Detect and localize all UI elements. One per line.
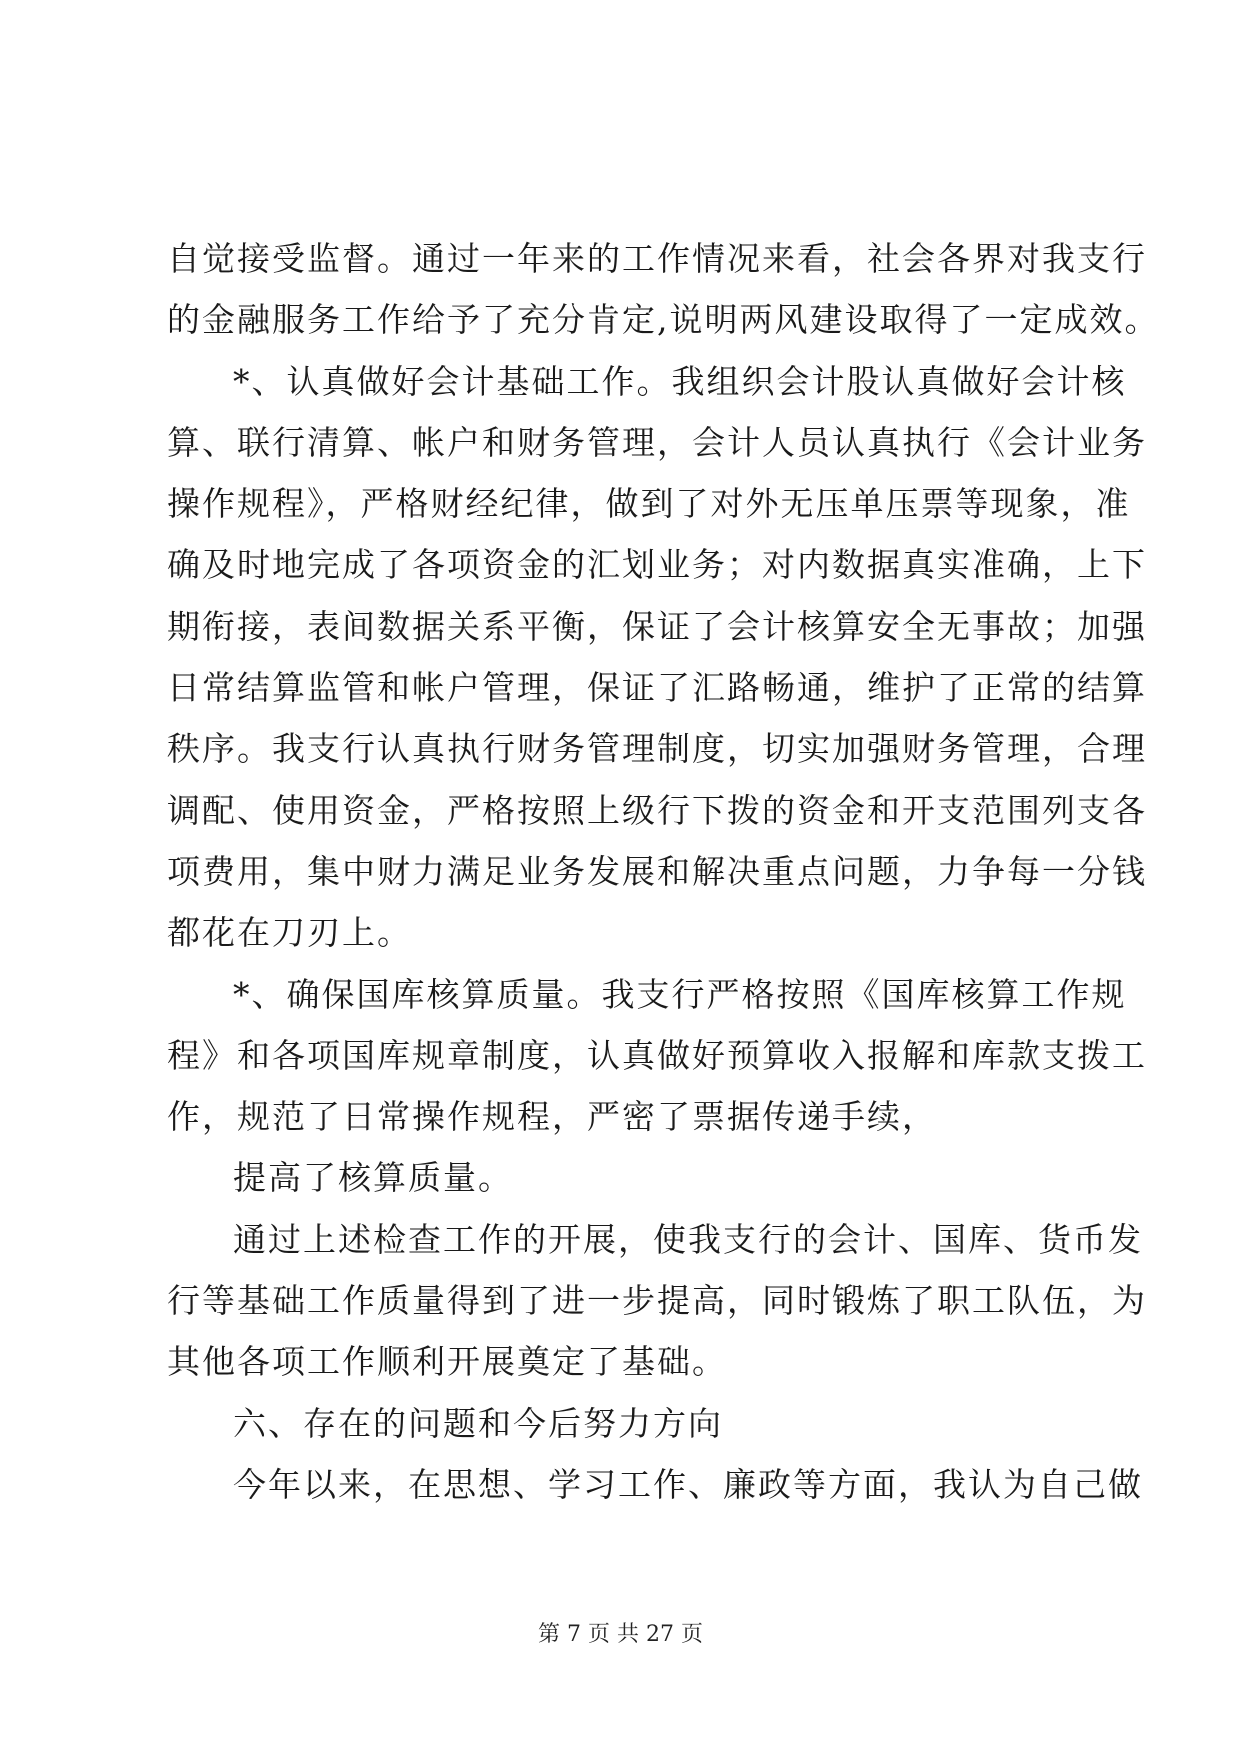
text-line: 都花在刀刃上。 (167, 913, 412, 953)
text-line: 调配、使用资金，严格按照上级行下拨的资金和开支范围列支各 (167, 790, 1147, 830)
text-line: 今年以来，在思想、学习工作、廉政等方面，我认为自己做 (233, 1464, 1143, 1504)
text-line: 六、存在的问题和今后努力方向 (233, 1403, 723, 1443)
text-line: *、认真做好会计基础工作。我组织会计股认真做好会计核 (233, 361, 1127, 401)
text-line: 期衔接，表间数据关系平衡，保证了会计核算安全无事故；加强 (167, 606, 1147, 646)
text-line: 确及时地完成了各项资金的汇划业务；对内数据真实准确，上下 (167, 545, 1147, 585)
text-line: 通过上述检查工作的开展，使我支行的会计、国库、货币发 (233, 1219, 1143, 1259)
text-line: 算、联行清算、帐户和财务管理，会计人员认真执行《会计业务 (167, 422, 1147, 462)
text-line: 行等基础工作质量得到了进一步提高，同时锻炼了职工队伍，为 (167, 1281, 1147, 1321)
text-line: 提高了核算质量。 (233, 1158, 513, 1198)
text-line: 项费用，集中财力满足业务发展和解决重点问题，力争每一分钱 (167, 851, 1147, 891)
document-body (167, 228, 1160, 1515)
text-line: 其他各项工作顺利开展奠定了基础。 (167, 1342, 727, 1382)
text-line: 作，规范了日常操作规程，严密了票据传递手续， (167, 1097, 937, 1137)
text-line: 自觉接受监督。通过一年来的工作情况来看，社会各界对我支行 (167, 239, 1147, 278)
page-footer: 第 7 页 共 27 页 (538, 1622, 703, 1647)
text-line: 日常结算监管和帐户管理，保证了汇路畅通，维护了正常的结算 (167, 668, 1147, 708)
text-line: 的金融服务工作给予了充分肯定,说明两风建设取得了一定成效。 (167, 300, 1160, 340)
text-line: *、确保国库核算质量。我支行严格按照《国库核算工作规 (233, 974, 1127, 1014)
text-line: 秩序。我支行认真执行财务管理制度，切实加强财务管理，合理 (167, 729, 1147, 769)
text-line: 程》和各项国库规章制度，认真做好预算收入报解和库款支拨工 (167, 1035, 1147, 1075)
text-line: 操作规程》，严格财经纪律，做到了对外无压单压票等现象，准 (167, 484, 1131, 524)
